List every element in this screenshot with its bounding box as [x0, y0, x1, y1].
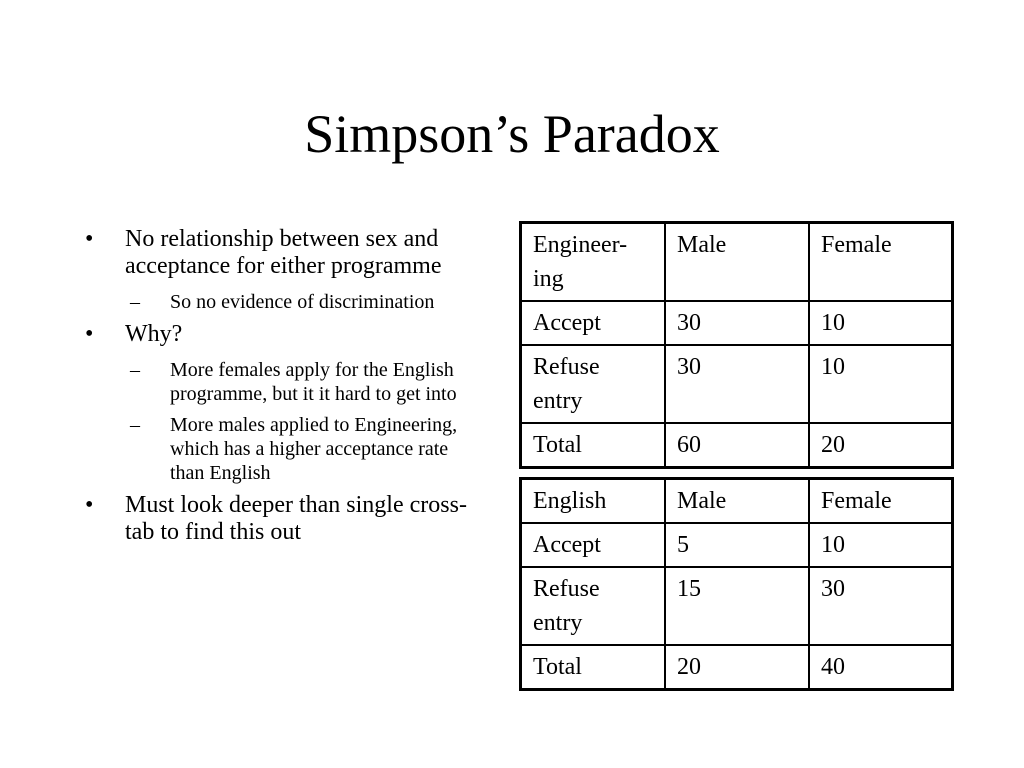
- table-cell: Total: [521, 423, 666, 468]
- engineering-table: [519, 221, 954, 469]
- table-header-cell: Engineer-ing: [521, 223, 666, 302]
- table-row: [521, 301, 953, 345]
- sub-bullet-item: – So no evidence of discrimination: [130, 290, 480, 314]
- table-cell: Refuse entry: [521, 345, 666, 423]
- table-cell: Accept: [521, 523, 666, 567]
- table-row: [521, 523, 953, 567]
- table-cell: 30: [665, 301, 809, 345]
- table-header-cell: Male: [665, 479, 809, 524]
- table-row: [521, 645, 953, 690]
- table-cell: 40: [809, 645, 953, 690]
- table-cell: Accept: [521, 301, 666, 345]
- table-row: [521, 567, 953, 645]
- table-cell: 20: [809, 423, 953, 468]
- table-header-cell: Male: [665, 223, 809, 302]
- table-row: [521, 423, 953, 468]
- table-cell: Total: [521, 645, 666, 690]
- table-cell: 10: [809, 345, 953, 423]
- table-header-cell: Female: [809, 479, 953, 524]
- table-header-cell: English: [521, 479, 666, 524]
- table-cell: 10: [809, 301, 953, 345]
- table-cell: 30: [809, 567, 953, 645]
- table-cell: 60: [665, 423, 809, 468]
- table-cell: 20: [665, 645, 809, 690]
- table-cell: 10: [809, 523, 953, 567]
- table-cell: 30: [665, 345, 809, 423]
- bullet-item: • Why?: [85, 321, 480, 348]
- bullet-item: • Must look deeper than single cross-tab to find this out: [85, 492, 480, 546]
- table-cell: 15: [665, 567, 809, 645]
- table-cell: Refuse entry: [521, 567, 666, 645]
- table-header-row: [521, 479, 953, 524]
- table-row: [521, 345, 953, 423]
- bullet-item: • No relationship between sex and acceptance for either programme: [85, 226, 480, 280]
- slide-title: Simpson’s Paradox: [304, 104, 720, 164]
- table-header-cell: Female: [809, 223, 953, 302]
- bullet-list: [85, 226, 480, 556]
- table-cell: 5: [665, 523, 809, 567]
- sub-bullet-item: – More females apply for the English programme, but it it hard to get into: [130, 358, 480, 406]
- table-header-row: [521, 223, 953, 302]
- sub-bullet-item: – More males applied to Engineering, which has a higher acceptance rate than English: [130, 413, 480, 485]
- english-table: [519, 477, 954, 691]
